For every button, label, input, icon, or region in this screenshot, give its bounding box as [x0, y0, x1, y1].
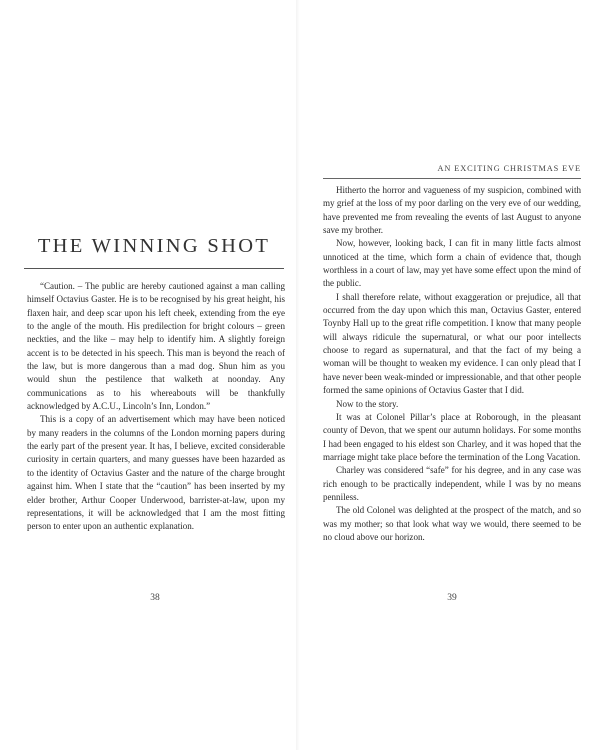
- running-head: AN EXCITING CHRISTMAS EVE: [437, 164, 581, 173]
- title-rule: [24, 268, 284, 269]
- paragraph: This is a copy of an advertisement which may have been noticed by many readers in the columns of the London morning papers during the early part of the present year. It has, I believe, excited considerable curiosity in certain quarters, and many guesses have been hazarded as to the identity of Octavius Gaster and the nature of the charge brought against him. When I state that the “caution” has been inserted by my elder brother, Arthur Cooper Underwood, barrister-at-law, upon my representations, it will be acknowledged that I am the most fitting person to enter upon an authentic explanation.: [27, 414, 285, 532]
- left-body-text: [27, 280, 285, 534]
- paragraph: The old Colonel was delighted at the prospect of the match, and so was my mother; so that look what way we would, there seemed to be no cloud above our horizon.: [323, 505, 581, 542]
- paragraph: Hitherto the horror and vagueness of my suspicion, combined with my grief at the loss of my poor darling on the very eve of our wedding, have prevented me from revealing the events of last August to anyone save my brother.: [323, 185, 581, 236]
- paragraph: I shall therefore relate, without exaggeration or prejudice, all that occurred from the day upon which this man, Octavius Gaster, entered Toynby Hall up to the great rifle competition. I know that many people will always ridicule the supernatural, or what our poor intellects choose to regard as supernatural, and that the fact of my being a woman will be thought to weaken my evidence. I can only plead that I have never been weak-minded or impressionable, and that other people formed the same opinions of Octavius Gaster that I did.: [323, 291, 581, 396]
- page-number-left: 38: [150, 593, 160, 603]
- paragraph: “Caution. – The public are hereby cautioned against a man calling himself Octavius Gaster. He is to be recognised by his great height, his flaxen hair, and deep scar upon his left cheek, extending from the eye to the angle of the mouth. His predilection for bright colours – green neckties, and the like – may help to identify him. A slightly foreign accent is to be detected in his speech. This man is beyond the reach of the law, but is more dangerous than a mad dog. Shun him as you would shun the pestilence that walketh at noonday. Any communications as to his whereabouts will be thankfully acknowledged by A.C.U., Lincoln’s Inn, London.”: [27, 281, 285, 412]
- paragraph: It was at Colonel Pillar’s place at Roborough, in the pleasant county of Devon, that we spent our autumn holidays. For some months I had been engaged to his eldest son Charley, and it was hoped that the marriage might take place before the termination of the Long Vacation.: [323, 411, 581, 462]
- running-head-rule: [323, 178, 581, 179]
- left-page: [0, 0, 296, 750]
- paragraph: Now to the story.: [336, 398, 399, 409]
- right-body-text: [323, 184, 581, 544]
- chapter-title: THE WINNING SHOT: [37, 235, 271, 257]
- page-number-right: 39: [447, 593, 457, 603]
- paragraph: Now, however, looking back, I can fit in many little facts almost unnoticed at the time, which form a chain of evidence that, though worthless in a court of law, may yet have some effect upon the mind of the public.: [323, 238, 581, 289]
- paragraph: Charley was considered “safe” for his degree, and in any case was rich enough to be practically independent, while I was by no means penniless.: [323, 465, 581, 502]
